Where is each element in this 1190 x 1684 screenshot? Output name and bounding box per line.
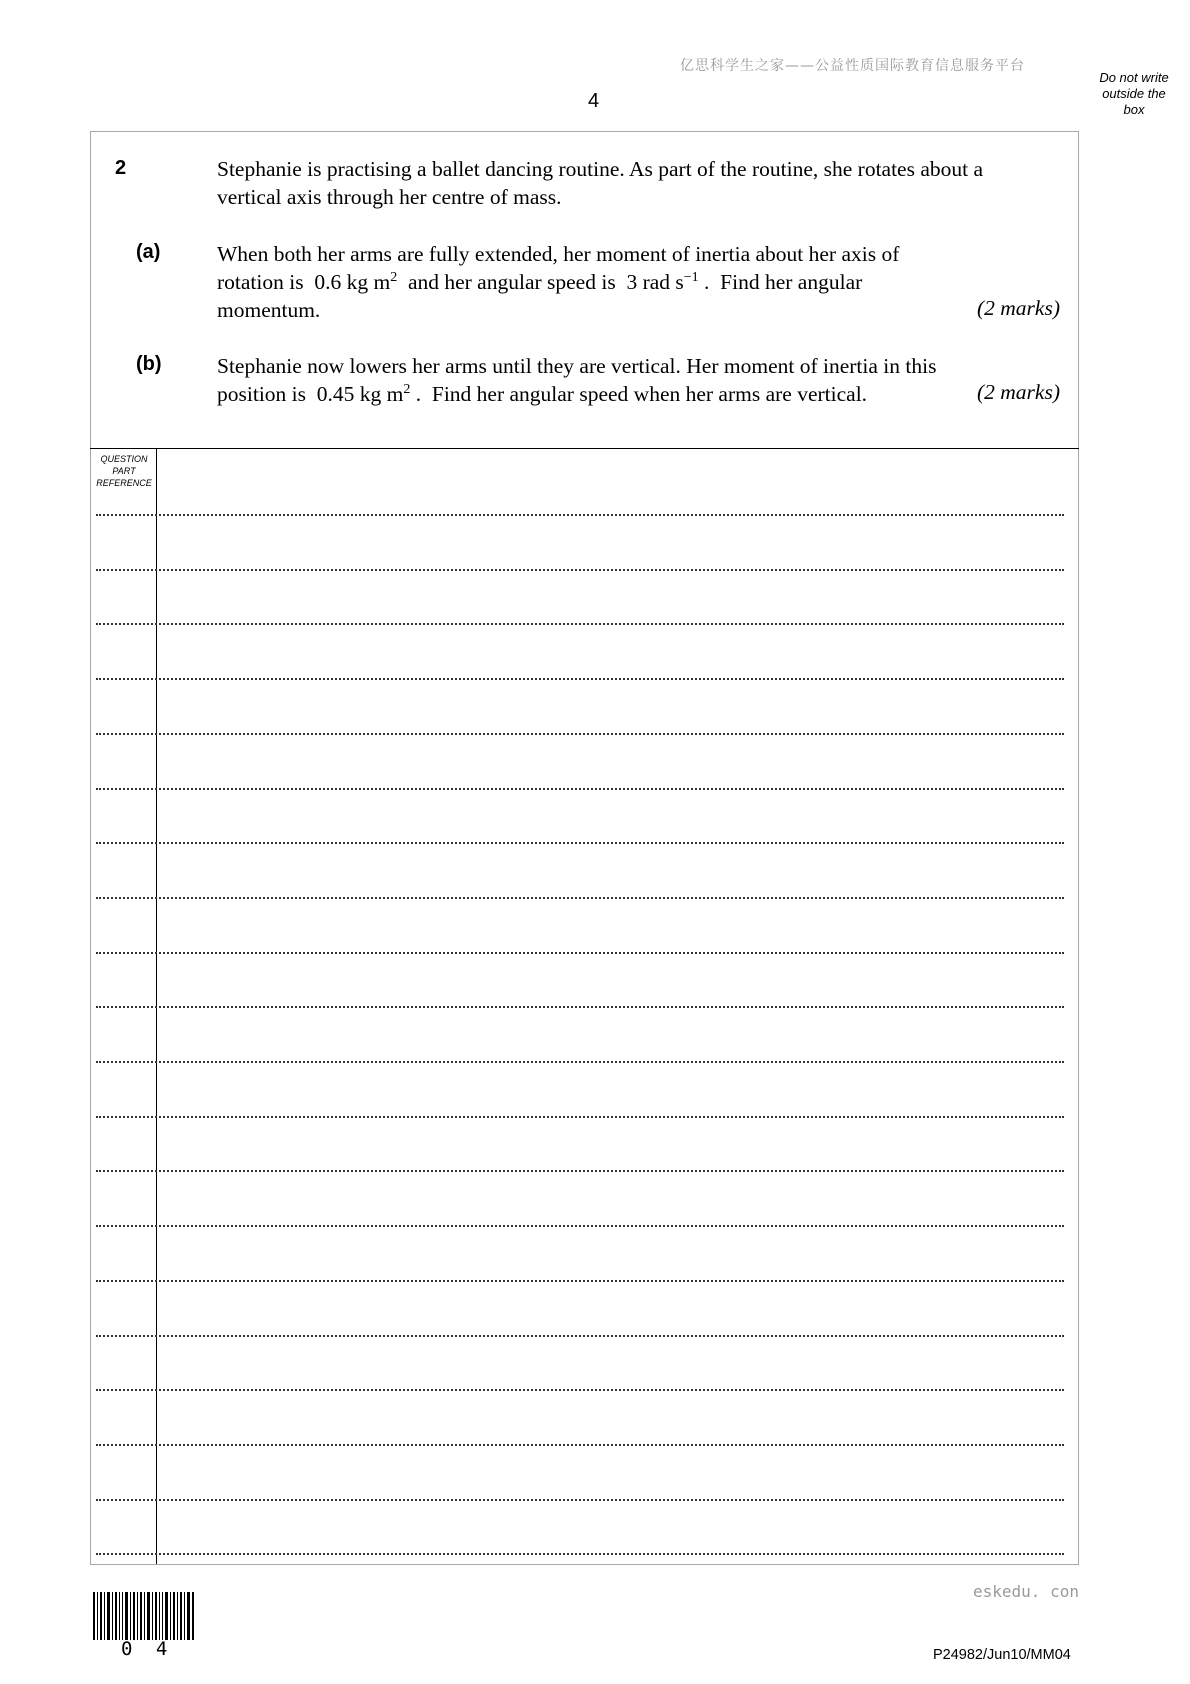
page-number: 4 <box>588 90 600 112</box>
answer-line[interactable] <box>96 1499 1064 1501</box>
answer-line[interactable] <box>96 1553 1064 1555</box>
answer-area-top-border <box>90 448 1079 449</box>
part-b-line-2-sup: 2 <box>403 381 411 397</box>
part-b-line-1: Stephanie now lowers her arms until they are vertical. Her moment of inertia in this <box>217 354 937 378</box>
barcode <box>93 1592 195 1640</box>
question-stem: Stephanie is practising a ballet dancing routine. As part of the routine, she rotates about a vertical axis through her centre of mass. <box>217 157 984 209</box>
part-a-text <box>217 240 1057 324</box>
answer-line[interactable] <box>96 569 1064 571</box>
answer-line[interactable] <box>96 842 1064 844</box>
answer-line[interactable] <box>96 514 1064 516</box>
part-a-label: (a) <box>136 241 161 263</box>
part-a-line-2-prefix: rotation is 0.6 kg m <box>217 270 391 294</box>
part-a-line-2-suffix: . Find her angular <box>698 270 863 294</box>
part-a-line-2-sup-1: 2 <box>390 269 398 285</box>
part-a-line-2 <box>217 268 1057 296</box>
answer-line[interactable] <box>96 897 1064 899</box>
answer-line[interactable] <box>96 623 1064 625</box>
part-b-line-2 <box>217 380 977 408</box>
barcode-digits: 0 4 <box>121 1638 174 1660</box>
question-part-reference-label: QUESTION PART REFERENCE <box>96 454 152 488</box>
answer-line[interactable] <box>96 733 1064 735</box>
part-b-label: (b) <box>136 353 162 375</box>
answer-line[interactable] <box>96 1280 1064 1282</box>
part-b-marks: (2 marks) <box>977 380 1060 404</box>
footer-code: P24982/Jun10/MM04 <box>933 1647 1071 1663</box>
part-b-text <box>217 352 977 408</box>
footer-watermark: eskedu. con <box>973 1582 1079 1601</box>
answer-line[interactable] <box>96 1006 1064 1008</box>
answer-line[interactable] <box>96 1116 1064 1118</box>
part-a-line-2-middle: and her angular speed is 3 rad s <box>397 270 684 294</box>
answer-line[interactable] <box>96 1389 1064 1391</box>
margin-note: Do not write outside the box <box>1099 70 1169 117</box>
header-watermark: 亿思科学生之家——公益性质国际教育信息服务平台 <box>680 58 1025 74</box>
part-a-marks: (2 marks) <box>977 296 1060 320</box>
part-a-line-1: When both her arms are fully extended, her moment of inertia about her axis of <box>217 242 900 266</box>
answer-line[interactable] <box>96 1170 1064 1172</box>
answer-line[interactable] <box>96 678 1064 680</box>
answer-line[interactable] <box>96 1444 1064 1446</box>
answer-line[interactable] <box>96 1225 1064 1227</box>
part-a-line-3: momentum. <box>217 298 321 322</box>
part-b-line-2-prefix: position is 0.45 kg m <box>217 382 404 406</box>
answer-line[interactable] <box>96 952 1064 954</box>
question-box <box>90 131 1079 1565</box>
answer-line[interactable] <box>96 1061 1064 1063</box>
question-number: 2 <box>115 157 127 179</box>
barcode-bars <box>93 1592 194 1640</box>
answer-line[interactable] <box>96 788 1064 790</box>
part-a-line-2-sup-2: −1 <box>683 269 699 285</box>
answer-line[interactable] <box>96 1335 1064 1337</box>
part-b-line-2-suffix: . Find her angular speed when her arms are vertical. <box>410 382 868 406</box>
